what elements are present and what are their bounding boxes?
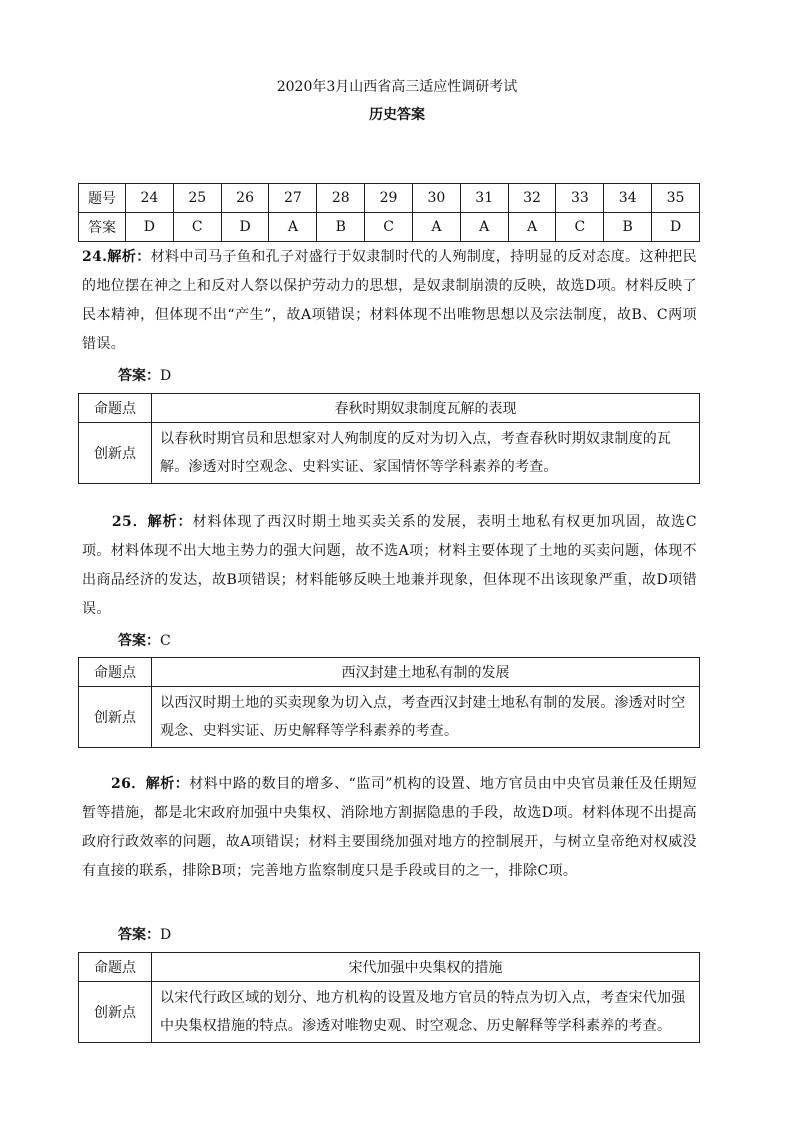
question-number-row — [79, 184, 700, 213]
info-table-24 — [78, 393, 700, 484]
question-number-cell: 28 — [317, 184, 365, 213]
answer-cell: D — [126, 213, 174, 242]
topic-label: 命题点 — [79, 953, 152, 982]
analysis-heading: 25．解析： — [111, 514, 193, 530]
innovation-value: 以春秋时期官员和思想家对人殉制度的反对为切入点，考查春秋时期奴隶制度的瓦解。渗透对时空观念、史料实证、家国情怀等学科素养的考查。 — [152, 423, 700, 484]
answer-cell: A — [460, 213, 508, 242]
question-number-cell: 29 — [365, 184, 413, 213]
question-number-cell: 27 — [269, 184, 317, 213]
question-number-cell: 32 — [508, 184, 556, 213]
innovation-value: 以宋代行政区域的划分、地方机构的设置及地方官员的特点为切入点，考查宋代加强中央集权措施的特点。渗透对唯物史观、时空观念、历史解释等学科素养的考查。 — [152, 982, 700, 1043]
answer-cell: A — [269, 213, 317, 242]
topic-value: 宋代加强中央集权的措施 — [152, 953, 700, 982]
question-number-cell: 34 — [604, 184, 652, 213]
answer-line-24 — [118, 365, 171, 385]
analysis-paragraph-24 — [82, 243, 697, 359]
info-table-26 — [78, 952, 700, 1043]
analysis-paragraph-25 — [82, 508, 697, 624]
exam-title: 2020年3月山西省高三适应性调研考试 — [276, 79, 518, 95]
analysis-text: 材料中路的数目的增多、“监司”机构的设置、地方官员由中央官员兼任及任期短暂等措施，都是北宋政府加强中央集权、消除地方割据隐患的手段，故选D项。材料体现不出提高政府行政效率的问题，故A项错误；材料主要围绕加强对地方的控制展开，与树立皇帝绝对权威没有直接的联系，排除B项；完善地方监察制度只是手段或目的之一，排除C项。 — [82, 776, 697, 879]
analysis-text: 材料中司马子鱼和孔子对盛行于奴隶制时代的人殉制度，持明显的反对态度。这种把民的地位摆在神之上和反对人祭以保护劳动力的思想，是奴隶制崩溃的反映，故选D项。材料反映了民本精神，但体现不出“产生”，故A项错误；材料体现不出唯物思想以及宗法制度，故B、C两项错误。 — [82, 249, 697, 352]
topic-value: 西汉封建土地私有制的发展 — [152, 658, 700, 687]
answer-line-25 — [118, 630, 171, 650]
answer-cell: D — [652, 213, 700, 242]
answer-row — [79, 213, 700, 242]
innovation-label: 创新点 — [79, 982, 152, 1043]
analysis-paragraph-26 — [82, 770, 697, 886]
row-label-number: 题号 — [79, 184, 126, 213]
question-number-cell: 25 — [173, 184, 221, 213]
answer-label: 答案： — [118, 633, 160, 649]
answer-cell: D — [221, 213, 269, 242]
question-number-cell: 26 — [221, 184, 269, 213]
question-number-cell: 30 — [412, 184, 460, 213]
topic-value: 春秋时期奴隶制度瓦解的表现 — [152, 394, 700, 423]
answer-table — [78, 183, 700, 242]
topic-label: 命题点 — [79, 394, 152, 423]
exam-subtitle: 历史答案 — [369, 107, 425, 123]
answer-cell: C — [365, 213, 413, 242]
innovation-label: 创新点 — [79, 423, 152, 484]
answer-value: C — [160, 633, 171, 649]
answer-label: 答案： — [118, 927, 160, 943]
analysis-text: 材料体现了西汉时期土地买卖关系的发展，表明土地私有权更加巩固，故选C项。材料体现不出大地主势力的强大问题，故不选A项；材料主要体现了土地的买卖问题，体现不出商品经济的发达，故B项错误；材料能够反映土地兼并现象，但体现不出该现象严重，故D项错误。 — [82, 514, 697, 617]
answer-cell: A — [412, 213, 460, 242]
answer-cell: A — [508, 213, 556, 242]
analysis-heading: 26．解析： — [110, 776, 190, 792]
question-number-cell: 31 — [460, 184, 508, 213]
info-table-25 — [78, 657, 700, 748]
answer-line-26 — [118, 924, 171, 944]
answer-cell: C — [173, 213, 221, 242]
answer-cell: C — [556, 213, 604, 242]
answer-cell: B — [317, 213, 365, 242]
answer-value: D — [160, 927, 172, 943]
innovation-label: 创新点 — [79, 687, 152, 748]
innovation-value: 以西汉时期土地的买卖现象为切入点，考查西汉封建土地私有制的发展。渗透对时空观念、史料实证、历史解释等学科素养的考查。 — [152, 687, 700, 748]
answer-label: 答案： — [118, 368, 160, 384]
answer-cell: B — [604, 213, 652, 242]
answer-value: D — [160, 368, 172, 384]
topic-label: 命题点 — [79, 658, 152, 687]
question-number-cell: 24 — [126, 184, 174, 213]
row-label-answer: 答案 — [79, 213, 126, 242]
question-number-cell: 35 — [652, 184, 700, 213]
question-number-cell: 33 — [556, 184, 604, 213]
analysis-heading: 24.解析： — [82, 249, 151, 265]
